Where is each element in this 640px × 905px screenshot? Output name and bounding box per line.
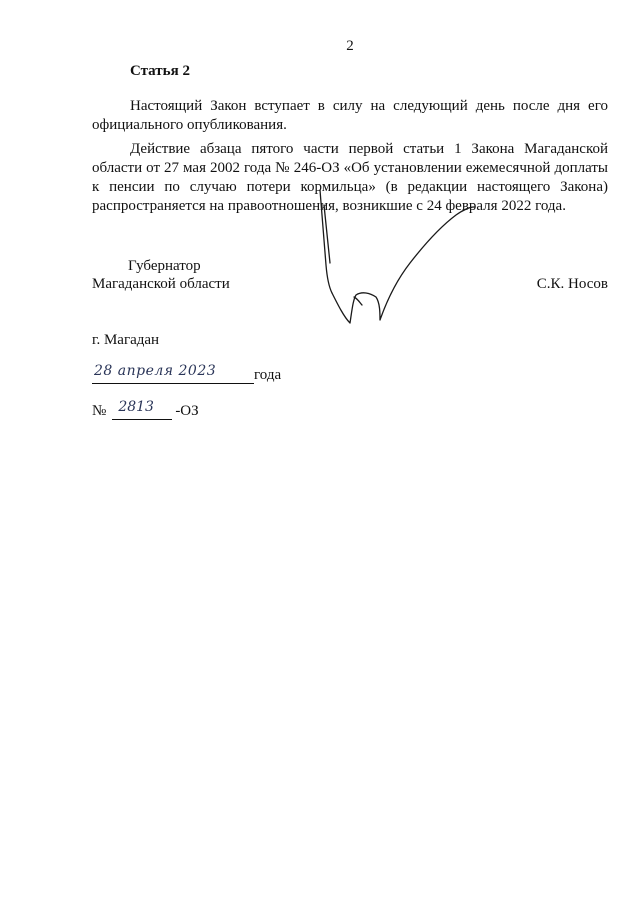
date-line	[92, 363, 254, 384]
page-number: 2	[346, 38, 354, 54]
number-line	[112, 399, 172, 420]
date-row	[92, 363, 282, 389]
article-title: Статья 2	[130, 63, 190, 79]
governor-name: С.К. Носов	[536, 276, 608, 292]
place-of-signing: г. Магадан	[92, 332, 160, 348]
governor-region: Магаданской области	[92, 276, 230, 292]
governor-signature	[300, 185, 480, 330]
date-suffix: года	[254, 367, 282, 383]
handwritten-number: 2813	[118, 399, 154, 415]
number-suffix: -ОЗ	[175, 403, 199, 419]
governor-title: Губернатор	[128, 258, 201, 274]
number-prefix: №	[92, 403, 107, 419]
handwritten-date: 28 апреля 2023	[94, 363, 217, 379]
law-number-row	[92, 399, 199, 425]
article-paragraph-1: Настоящий Закон вступает в силу на следующий день после дня его официального опубликования.	[92, 98, 608, 133]
article-paragraph-2: Действие абзаца пятого части первой статьи 1 Закона Магаданской области от 27 мая 2002 года № 246-ОЗ «Об установлении ежемесячной доплаты к пенсии по случаю потери кормильца» (в редакции настоящего Закона) распространяется на правоотношения, возникшие с 24 февраля 2022 года.	[92, 141, 608, 214]
